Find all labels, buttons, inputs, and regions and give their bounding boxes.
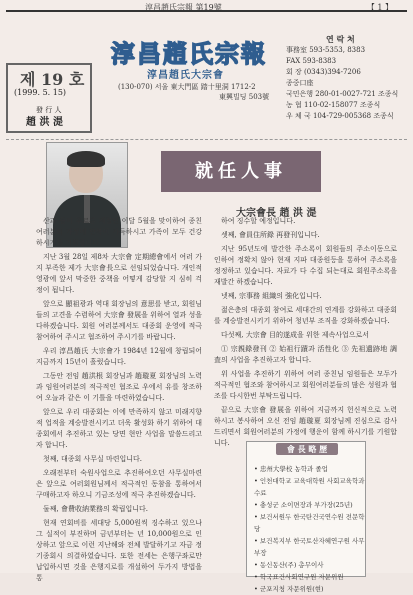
article-paragraph: 하여 징수할 예정입니다. xyxy=(221,217,296,225)
article-paragraph: 위 사업을 추진하기 위하여 여러 종친님 임원들은 모두가 적극적인 협조와 참여하시고 회원여러분들의 많은 성원과 협조를 다시한번 부탁드립니다. xyxy=(214,370,397,400)
article-paragraph: 앞으로 우리 대종회는 이에 만족하지 않고 미래지향적 업적을 계승발전시키고 더욱 활성화 하기 위하여 대종회에서 추진하고 있는 당면 현안 사업을 말씀드리고자 합니다. xyxy=(36,408,202,449)
article-paragraph: 우리 淳昌趙氏 大宗會가 1984년 12월에 창립되어 지금까지 15년이 흘렀습니다. xyxy=(36,347,202,366)
contact-line: 국민은행 280-01-0027-721 조종식 xyxy=(286,90,399,98)
contact-line: FAX 593-8383 xyxy=(286,57,337,65)
bio-item: • 충성군 소이면장과 부가장(25년) xyxy=(254,501,353,509)
contact-title: 연 락 처 xyxy=(326,34,355,44)
article-paragraph: 끝으로 大宗會 發展을 위하여 지금까지 헌신적으로 노력하시고 봉사하여 오신 전임 趙璇夏 회장님께 진심으로 감사드리면서 회원여러분의 가정에 행운이 함께 하시기를 기원합니다. xyxy=(214,406,397,447)
article-byline: 大宗會長 趙 洪 湜 xyxy=(236,208,317,219)
bio-item: • 보건복지부 한국토산자혜연구원 사무부장 xyxy=(254,537,365,557)
bio-item: • 인천대학교 교육대학원 사회교육학과 수료 xyxy=(254,477,365,497)
masthead-address: (130-070) 서울 東大門區 踏十里洞 1712-2 xyxy=(118,83,256,91)
article-column-right xyxy=(214,216,397,452)
article-banner: 就任人事 xyxy=(161,151,321,192)
article-paragraph: 젊은층의 대종회 참여로 세대간의 연계를 강화하고 대종회를 계승발전시키기 위하여 청년부 조직을 강화하겠습니다. xyxy=(214,306,397,325)
article-paragraph: 첫째, 대종회 사무실 마련입니다. xyxy=(43,455,143,463)
article-column-left xyxy=(36,216,202,587)
publisher-name: 趙 洪 湜 xyxy=(26,117,63,128)
portrait-hair xyxy=(67,151,105,167)
contact-line: 事務室 593-5353, 8383 xyxy=(286,46,366,54)
contact-lines xyxy=(286,45,398,122)
publisher-label: 發 行 人 xyxy=(36,106,62,114)
bio-item: • 동신동산(주) 총무이사 xyxy=(254,561,324,569)
contact-line: 회 장 (0343)394-7206 xyxy=(286,68,361,76)
article-paragraph: 다섯째, 大宗會 目的遂成을 위한 제속사업으로서 xyxy=(221,331,370,339)
bio-sidebar xyxy=(246,441,366,593)
bio-item: • 보건서원두 한국탄건국연수원 전문학당 xyxy=(254,513,365,533)
issue-date: (1999. 5. 15) xyxy=(14,88,67,97)
article-paragraph: 오래전부터 숙원사업으로 추진하여오던 사무실마련은 앞으로 여러회원님께서 적극적인 동참을 통하여서 구매하고자 하오니 기금조성에 적극 추진하겠습니다. xyxy=(36,469,202,499)
issue-number: 제 19 호 xyxy=(20,70,85,89)
bio-item: • 忠州大學校 농학과 졸업 xyxy=(254,465,328,473)
bio-item: • 학국표건사회연구원 자문위원 xyxy=(254,573,344,581)
masthead-title: 淳昌趙氏宗報 xyxy=(111,39,267,68)
contact-line: 우 체 국 104-729-005368 조종식 xyxy=(286,112,394,120)
bio-sidebar-title: 會 長 略 歷 xyxy=(276,443,338,455)
article-paragraph: 둘째, 會費收納業務의 확립입니다. xyxy=(43,505,148,513)
article-paragraph: 지난 95년도에 발간한 주소록이 회원들의 주소이동으로 인하여 정확치 않아 현재 지파 대종원등을 통하여 주소록을 정정하고 있습니다. 자료가 다 수집 되는대로 회원주소록을 재발간 하겠습니다. xyxy=(214,245,397,286)
article-paragraph: 앞으로 顯祖광과 역대 회장님의 意思를 받고, 회원님들의 고견을 수렴하여 大宗會 發展을 위하여 열과 성을 다하겠습니다. 회원 여러분께서도 대종회 운영에 적극 참여하여 주시고 협조하여 주시기를 바랍니다. xyxy=(36,300,202,341)
article-paragraph: 그동안 전임 趙洪根 회장님과 趙璇夏 회장님의 노력과 임원여러분의 적극적인 협조로 우에서 유를 창조하여 오늘과 같은 이 기틀을 마련하였습니다. xyxy=(36,372,202,402)
article-paragraph: 지난 3월 28일 제8차 大宗會 定期總會에서 여러 가지 부족한 제가 大宗會長으로 선임되었습니다. 개인적 영광에 앞서 막중한 중책을 어떻게 감당할 지 심히 걱정이 됩니다. xyxy=(36,253,202,294)
article-paragraph: ① 宗親錄發刊 ② 始祖行蹟과 活性化 ③ 先祖遺跡地 調査의 사업을 추진하고자 합니다. xyxy=(214,345,397,364)
running-header: 淳昌趙氏宗報 第19號 xyxy=(145,3,222,12)
masthead-subtitle: 淳昌趙氏大宗會 xyxy=(147,70,224,81)
masthead-address-2: 東興빌딩 503號 xyxy=(219,93,270,101)
contact-line: 종중口座 xyxy=(286,79,314,87)
contact-line: 농 협 110-02-158077 조종식 xyxy=(286,101,381,109)
section-divider xyxy=(6,139,407,140)
page-number: 【 1 】 xyxy=(366,3,393,12)
article-paragraph: 넷째, 宗事務 組織의 強化입니다. xyxy=(221,292,322,300)
article-paragraph: 셋째, 會員住所錄 再發刊입니다. xyxy=(221,231,320,239)
bio-list xyxy=(254,463,365,595)
bio-item: • 군포지청 자문위원(현) xyxy=(254,585,324,593)
article-paragraph: 산과 들이 푸르른 계절인 이달 5월을 맞이하여 종친 여러분의 가정에 만복이 가득하시고 가족이 모두 건강하시기를 기원합니다. xyxy=(36,217,202,247)
article-paragraph: 현재 연회비를 세대당 5,000원씩 징수하고 있으나 그 실적이 부진하며 금년부터는 년 10,000원으로 인상하고 앞으로 이런 지난해와 전체 발달하기고 자금 정기종회시 의결하였습니다. 또한 전세는 은행구좌로만 납입하시면 것을 은행지로를 개설하여 두가지 방법을 통 xyxy=(36,519,202,582)
